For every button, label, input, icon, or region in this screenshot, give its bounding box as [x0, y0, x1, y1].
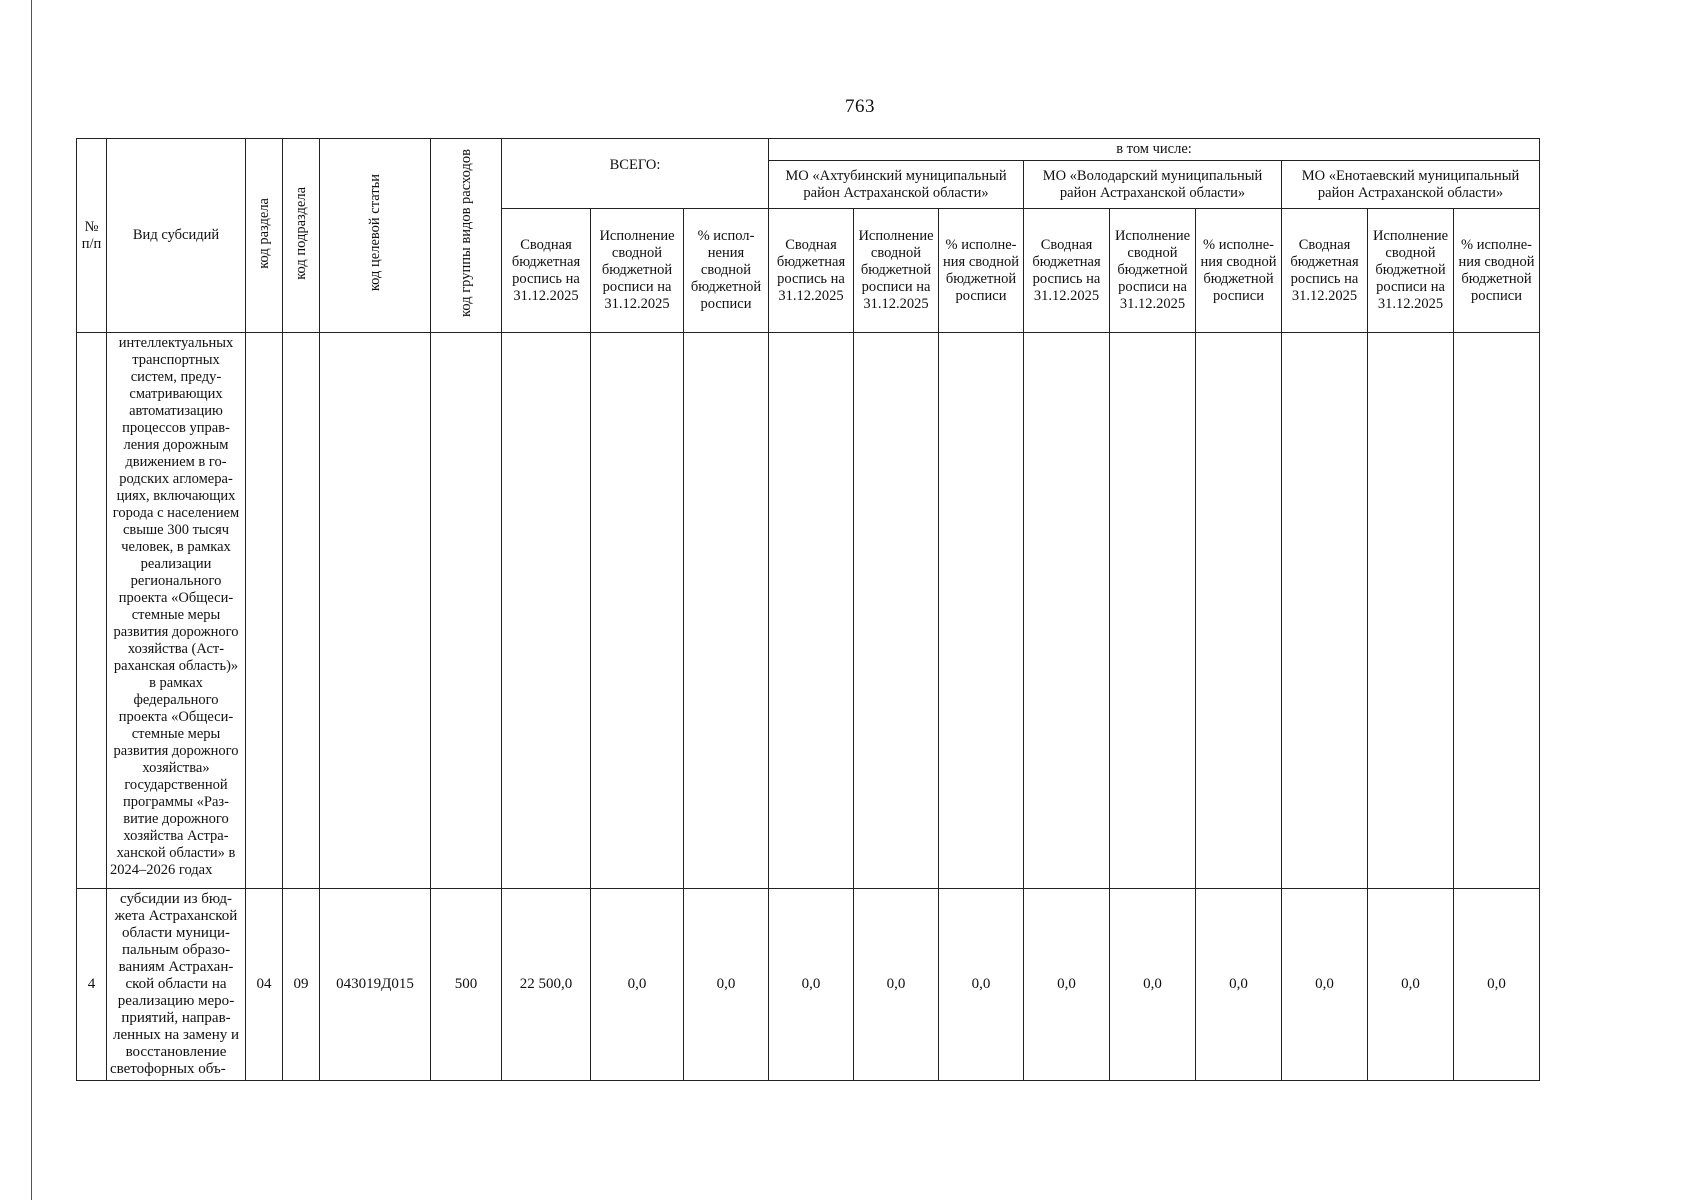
row-4-total-percent: 0,0	[684, 889, 769, 1081]
header-volodarsky-percent: % исполнения сводной бюджетной росписи	[1196, 209, 1282, 333]
row-4-total-budget: 22 500,0	[502, 889, 591, 1081]
table-row-continued	[77, 333, 1540, 889]
header-district-enotaevsky: МО «Енотаевский муниципальный район Астраханской области»	[1282, 161, 1540, 209]
row-4-num: 4	[77, 889, 107, 1081]
header-section-code: код раздела	[246, 139, 283, 333]
row-4-enotaevsky-budget: 0,0	[1282, 889, 1368, 1081]
row-4-total-execution: 0,0	[591, 889, 684, 1081]
header-akhtubinsky-percent: % исполнения сводной бюджетной росписи	[939, 209, 1024, 333]
row-4-volodarsky-percent: 0,0	[1196, 889, 1282, 1081]
header-enotaevsky-percent: % исполнения сводной бюджетной росписи	[1454, 209, 1540, 333]
row-4-enotaevsky-execution: 0,0	[1368, 889, 1454, 1081]
header-district-volodarsky: МО «Володарский муниципальный район Астраханской области»	[1024, 161, 1282, 209]
row-4-volodarsky-budget: 0,0	[1024, 889, 1110, 1081]
row-4-target-code: 043019Д015	[320, 889, 431, 1081]
header-akhtubinsky-execution: Исполнение сводной бюджетной росписи на 31.12.2025	[854, 209, 939, 333]
subsidy-description-4: субсидии из бюджета Астраханской области муниципальным образованиям Астраханской области на реализацию мероприятий, направленных на замену и восстановление светофорных объ-	[107, 889, 246, 1081]
row-4-subsection-code: 09	[283, 889, 320, 1081]
header-district-akhtubinsky: МО «Ахтубинский муниципальный район Астраханской области»	[769, 161, 1024, 209]
page-number: 763	[845, 96, 875, 117]
header-num: № п/п	[77, 139, 107, 333]
subsidies-table	[76, 138, 1540, 1081]
row-4-volodarsky-execution: 0,0	[1110, 889, 1196, 1081]
row-4-akhtubinsky-percent: 0,0	[939, 889, 1024, 1081]
header-volodarsky-budget: Сводная бюджетная роспись на 31.12.2025	[1024, 209, 1110, 333]
header-total-execution: Исполнение сводной бюджетной росписи на 31.12.2025	[591, 209, 684, 333]
row-4-expense-group-code: 500	[431, 889, 502, 1081]
header-enotaevsky-execution: Исполнение сводной бюджетной росписи на 31.12.2025	[1368, 209, 1454, 333]
header-total-budget: Сводная бюджетная роспись на 31.12.2025	[502, 209, 591, 333]
table-row-4	[77, 889, 1540, 1081]
row-4-akhtubinsky-budget: 0,0	[769, 889, 854, 1081]
header-akhtubinsky-budget: Сводная бюджетная роспись на 31.12.2025	[769, 209, 854, 333]
header-including: в том числе:	[769, 139, 1540, 161]
row-4-enotaevsky-percent: 0,0	[1454, 889, 1540, 1081]
header-target-code: код целевой статьи	[320, 139, 431, 333]
header-total: ВСЕГО:	[502, 139, 769, 209]
header-subsidy-type: Вид субсидий	[107, 139, 246, 333]
header-enotaevsky-budget: Сводная бюджетная роспись на 31.12.2025	[1282, 209, 1368, 333]
header-subsection-code: код подраздела	[283, 139, 320, 333]
row-4-section-code: 04	[246, 889, 283, 1081]
row-4-akhtubinsky-execution: 0,0	[854, 889, 939, 1081]
header-total-percent: % исполнения сводной бюджетной росписи	[684, 209, 769, 333]
subsidy-description-continued: интеллектуальных транспортных систем, предусматривающих автоматизацию процессов управления дорожным движением в городских агломерациях, включающих города с населением свыше 300 тысяч человек, в рамках реализации регионального проекта «Общесистемные меры развития дорожного хозяйства (Астраханская область)» в рамках федерального проекта «Общесистемные меры развития дорожного хозяйства» государственной программы «Развитие дорожного хозяйства Астраханской области» в 2024–2026 годах	[107, 333, 246, 889]
header-expense-group-code: код группы видов расходов	[431, 139, 502, 333]
left-margin-line	[31, 0, 32, 1200]
header-volodarsky-execution: Исполнение сводной бюджетной росписи на 31.12.2025	[1110, 209, 1196, 333]
